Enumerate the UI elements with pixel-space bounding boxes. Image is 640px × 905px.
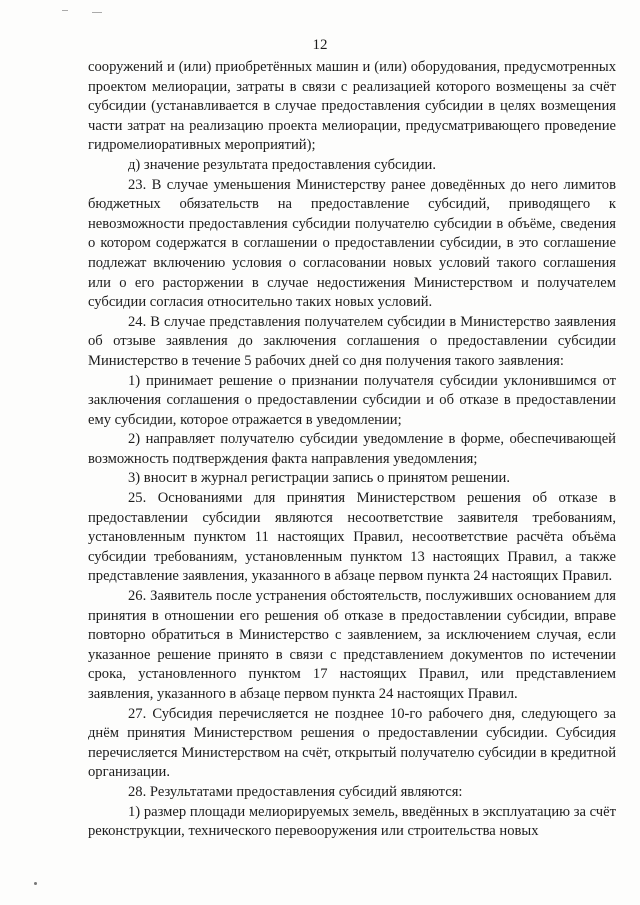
paragraph: 26. Заявитель после устранения обстоятельств, послуживших основанием для принятия в отношении его решения об отказе в предоставлении субсидии, вправе повторно обратиться в Министерство с заявлением, за исключением случая, если указанное решение принято в связи с представлением документов по истечении срока, установленного пунктом 17 настоящих Правил, или представлением заявления, указанного в абзаце первом пункта 24 настоящих Правил. <box>88 588 616 702</box>
paragraph: 1) принимает решение о признании получателя субсидии уклонившимся от заключения соглашения о предоставлении субсидии и об отказе в предоставлении ему субсидии, которое отражается в уведомлении; <box>88 372 616 428</box>
scan-artifact-dot <box>34 882 37 885</box>
paragraph: 27. Субсидия перечисляется не позднее 10-го рабочего дня, следующего за днём принятия Министерством решения о предоставлении субсидии. Субсидия перечисляется Министерством на счёт, открытый получателю субсидии в кредитной организации. <box>88 705 616 781</box>
scan-artifact-top <box>62 10 68 11</box>
paragraph: 2) направляет получателю субсидии уведомление в форме, обеспечивающей возможность подтверждения факта направления уведомления; <box>88 431 616 467</box>
page-number: 12 <box>312 37 328 53</box>
paragraph: 25. Основаниями для принятия Министерством решения об отказе в предоставлении субсидии являются несоответствие заявителя требованиям, установленным пунктом 11 настоящих Правил, несоответствие расчёта объёма субсидии требованиям, установленным пунктом 13 настоящих Правил, а также представление заявления, указанного в абзаце первом пункта 24 настоящих Правил. <box>88 490 616 585</box>
paragraph: 23. В случае уменьшения Министерству ранее доведённых до него лимитов бюджетных обязательств на предоставление субсидий, приводящего к невозможности предоставления субсидии получателю субсидии в объёме, сведения о котором содержатся в соглашении о предоставлении субсидии, в это соглашение подлежат включению условия о согласовании новых условий такого соглашения или о его расторжении в случае недостижения Министерством и получателем субсидии согласия относительно таких новых условий. <box>88 176 616 311</box>
paragraph: 24. В случае представления получателем субсидии в Министерство заявления об отзыве заявления до заключения соглашения о предоставлении субсидии Министерство в течение 5 рабочих дней со дня получения такого заявления: <box>88 313 616 369</box>
paragraph: 3) вносит в журнал регистрации запись о принятом решении. <box>128 470 510 487</box>
paragraph: 28. Результатами предоставления субсидий являются: <box>128 783 463 800</box>
document-body <box>88 58 616 842</box>
paragraph: сооружений и (или) приобретённых машин и (или) оборудования, предусмотренных проектом мелиорации, затраты в связи с реализацией которого возмещены за счёт субсидии (устанавливается в случае предоставления субсидии в целях возмещения части затрат на реализацию проекта мелиорации, предусматривающего проведение гидромелиоративных мероприятий); <box>88 59 616 154</box>
paragraph: д) значение результата предоставления субсидии. <box>128 156 436 173</box>
paragraph: 1) размер площади мелиорируемых земель, введённых в эксплуатацию за счёт реконструкции, технического перевооружения или строительства новых <box>88 803 616 840</box>
scan-artifact-top <box>92 12 102 13</box>
